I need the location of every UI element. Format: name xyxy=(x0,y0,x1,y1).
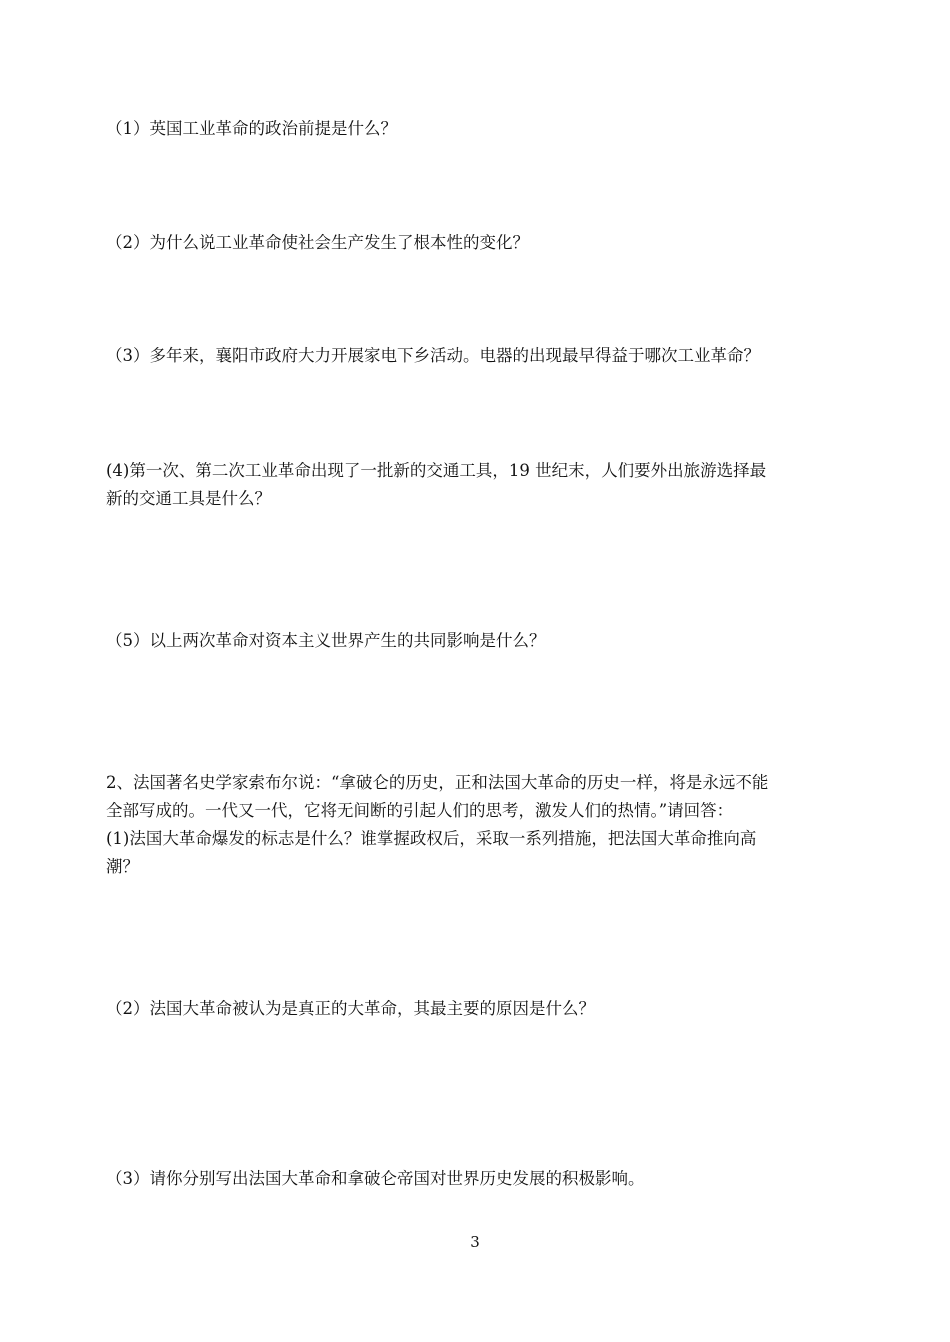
question-2-intro-line-1: 2、法国著名史学家索布尔说：“拿破仑的历史，正和法国大革命的历史一样，将是永远不能 xyxy=(106,773,769,792)
page-number: 3 xyxy=(470,1233,480,1251)
question-1-part-4-line-2: 新的交通工具是什么？ xyxy=(106,489,271,508)
question-1-part-4-line-1: (4)第一次、第二次工业革命出现了一批新的交通工具，19 世纪末，人们要外出旅游选择最 xyxy=(106,461,767,480)
question-2-part-2: （2）法国大革命被认为是真正的大革命，其最主要的原因是什么？ xyxy=(106,999,595,1018)
question-1-part-5: （5）以上两次革命对资本主义世界产生的共同影响是什么？ xyxy=(106,631,546,650)
question-1-part-2: （2）为什么说工业革命使社会生产发生了根本性的变化？ xyxy=(106,233,529,252)
question-2-part-1-line-1: (1)法国大革命爆发的标志是什么？谁掌握政权后，采取一系列措施，把法国大革命推向高 xyxy=(106,829,757,848)
question-2-part-1-line-2: 潮？ xyxy=(106,857,139,876)
question-2-intro-line-2: 全部写成的。一代又一代，它将无间断的引起人们的思考，激发人们的热情。”请回答： xyxy=(106,801,734,820)
question-2-part-3: （3）请你分别写出法国大革命和拿破仑帝国对世界历史发展的积极影响。 xyxy=(106,1169,645,1188)
question-1-part-1: （1）英国工业革命的政治前提是什么？ xyxy=(106,119,397,138)
question-1-part-3: （3）多年来，襄阳市政府大力开展家电下乡活动。电器的出现最早得益于哪次工业革命？ xyxy=(106,346,760,365)
